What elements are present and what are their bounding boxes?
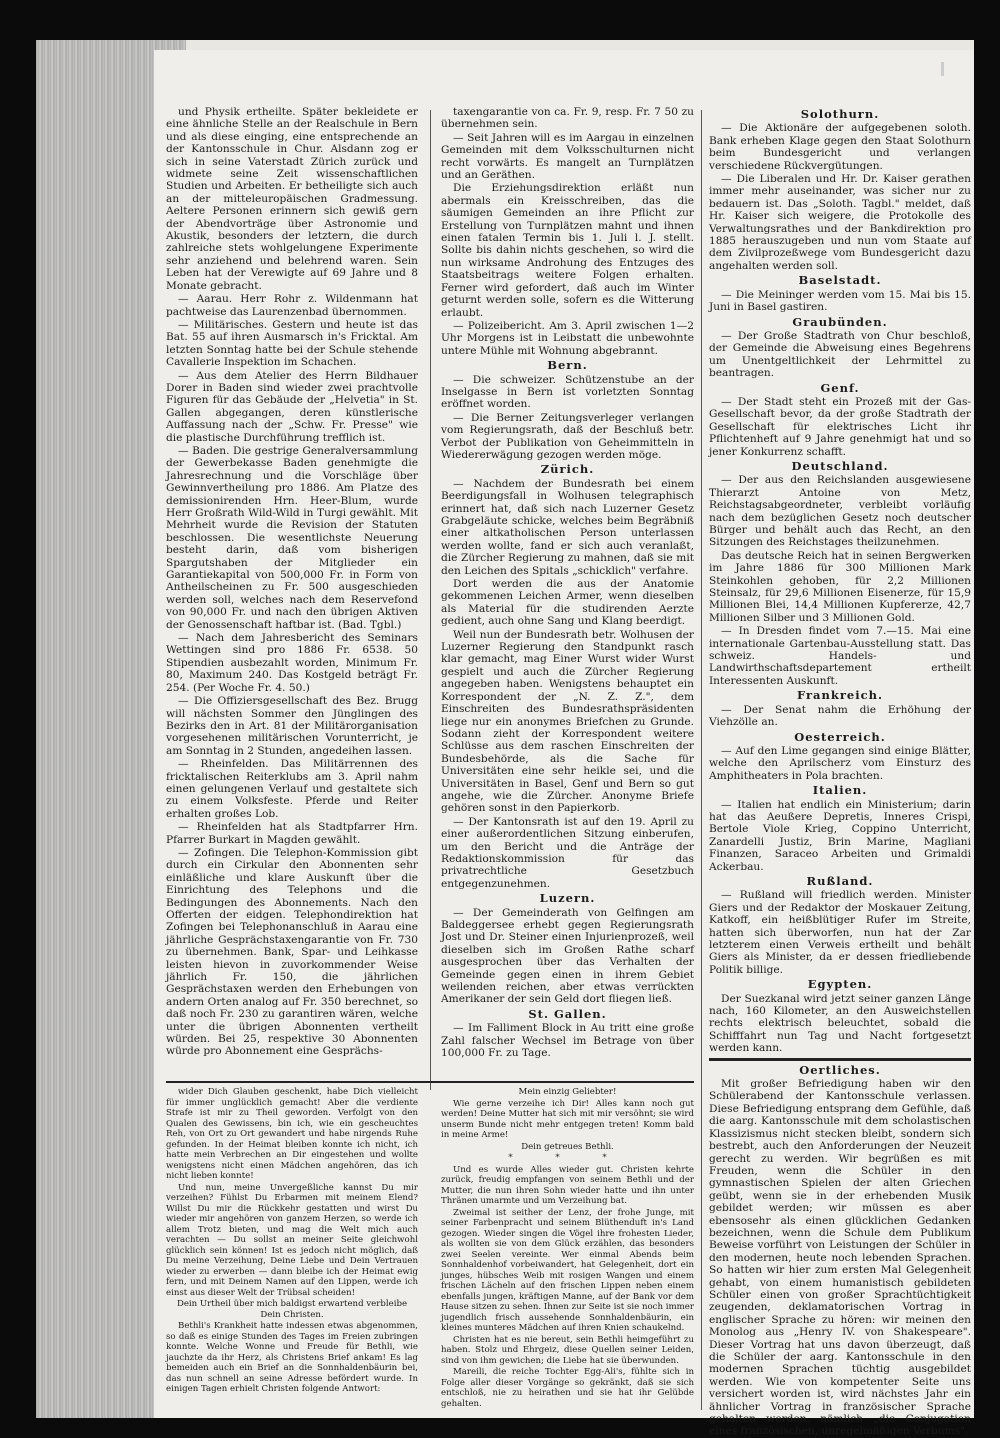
heading-egypten: Egypten. xyxy=(807,977,873,992)
column-1 xyxy=(166,106,418,1091)
section-rule xyxy=(709,1058,971,1061)
paragraph: — Aus dem Atelier des Herrn Bildhauer Dorer in Baden sind wieder zwei prachtvolle Figuren für das Gebäude der „Helvetia" in St. Gallen abgegangen, deren künstlerische Auffassung nach der „Schw. Fr. Presse" wie die plastische Durchführung trefflich ist. xyxy=(166,369,418,444)
paragraph: Mein einzig Geliebter! xyxy=(518,1087,617,1097)
paragraph: — Der Kantonsrath ist auf den 19. April zu einer außerordentlichen Sitzung einberufen, um den Bericht und die Anträge der Redaktionskommission für das privatrechtliche Gesetzbuch entgegenzunehmen. xyxy=(441,815,694,890)
paragraph: — Seit Jahren will es im Aargau in einzelnen Gemeinden mit dem Volksschulturnen nicht recht vorwärts. Es mangelt an Turnplätzen und an Geräthen. xyxy=(441,131,694,182)
paragraph: — Rußland will friedlich werden. Minister Giers und der Redaktor der Moskauer Zeitung, Katkoff, ein heißblütiger Rufer im Streite, hatten sich überworfen, nun hat der Zar letzterem einen Verweis ertheilt und behält Giers als Minister, da er dessen friedliebende Politik billige. xyxy=(709,889,971,976)
column-rule xyxy=(430,110,431,1090)
paragraph: — Die Berner Zeitungsverleger verlangen vom Regierungsrath, daß der Beschluß betr. Verbot der Publikation von Geheimmitteln in Wiedererwägung gezogen werden möge. xyxy=(441,411,694,461)
paragraph: — Der Stadt steht ein Prozeß mit der Gas-Gesellschaft bevor, da der große Stadtrath der Gesellschaft für elektrisches Licht ihr Pflichtenheft auf 9 Jahre genehmigt hat und so jener Konkurrenz schafft. xyxy=(709,395,971,458)
paragraph: — Die schweizer. Schützenstube an der Inselgasse in Bern ist vorletzten Sonntag eröffnet worden. xyxy=(441,373,694,411)
column-3 xyxy=(709,106,971,1438)
paragraph: — Nachdem der Bundesrath bei einem Beerdigungsfall in Wolhusen telegraphisch erinnert hat, daß sich nach Luzerner Gesetz Grabgeläute schicke, welches beim Begräbniß einer altkatholischen Person unterlassen werden wollte, fand er sich auch veranlaßt, die Zürcher Regierung zu mahnen, daß sie mit den Leichen des Spitals „schicklich" verfahre. xyxy=(441,477,694,577)
heading-genf: Genf. xyxy=(820,380,860,395)
paragraph: — Rheinfelden. Das Militärrennen des fricktalischen Reiterklubs am 3. April nahm einen gelungenen Verlauf und gestaltete sich zu einem Volksfeste. Pferde und Reiter erhalten großes Lob. xyxy=(166,758,418,820)
paragraph: Und es wurde Alles wieder gut. Christen kehrte zurück, freudig empfangen von seinem Bethli und der Mutter, die nun ihren Sohn wieder hatte und ihn unter Thränen umarmte und um Verzeihung bat. xyxy=(441,1164,694,1206)
heading-frankreich: Frankreich. xyxy=(797,688,883,703)
paragraph: Der Suezkanal wird jetzt seiner ganzen Länge nach, 160 Kilometer, an den Ausweichstellen rechts elektrisch beleuchtet, sobald die Schifffahrt nun Tag und Nacht fortgesetzt werden kann. xyxy=(709,992,971,1055)
newspaper-page xyxy=(154,50,974,1438)
paragraph: und Physik ertheilte. Später bekleidete er eine ähnliche Stelle an der Realschule in Bern und als diese einging, eine entsprechende an der Kantonsschule in Chur. Alsdann zog er sich in seine Vaterstadt Zürich zurück und widmete seine Zeit wissenschaftlichen Studien und Arbeiten. Er betheiligte sich auch an der mitteleuropäischen Gradmessung. Aeltere Personen erinnern sich gewiß gern der Abendvorträge über Astronomie und Akustik, besonders der letztern, die durch zahlreiche stets wohlgelungene Experimente sehr anziehend und belehrend waren. Sein Leben hat der Verewigte auf 69 Jahre und 8 Monate gebracht. xyxy=(166,106,418,292)
paragraph: — Die Offiziersgesellschaft des Bez. Brugg will nächsten Sommer den Jünglingen des Bezirks den in Art. 81 der Militärorganisation vorgesehenen militärischen Vorunterricht, je am Sonntag in 2 Stunden, angedeihen lassen. xyxy=(166,695,418,757)
feuilleton-story xyxy=(166,1087,418,1417)
paragraph: — Die Liberalen und Hr. Dr. Kaiser gerathen immer mehr auseinander, was sicher nur zu bedauern ist. Das „Soloth. Tagbl." meldet, daß Hr. Kaiser sich weigere, die Protokolle des Verwaltungsrathes und der Bankdirektion pro 1885 herauszugeben und nun vom Staate auf dem Zivilprozeßwege vom Bundesgericht dazu angehalten werden soll. xyxy=(709,173,971,272)
paragraph: — Der Senat nahm die Erhöhung der Viehzölle an. xyxy=(709,703,971,729)
paragraph: taxengarantie von ca. Fr. 9, resp. Fr. 7 50 zu übernehmen sein. xyxy=(441,106,694,131)
heading-deutschland: Deutschland. xyxy=(791,458,889,473)
paragraph: — Zofingen. Die Telephon-Kommission gibt durch ein Cirkular den Abonnenten sehr einläßliche und klare Auskunft über die Einrichtung des Telephons und die Bedingungen des Abonnements. Nach den Offerten der eidgen. Telephondirektion hat Zofingen bei Telephonanschluß in Aarau eine jährliche Gesprächstaxengarantie von Fr. 730 zu übernehmen. Bank, Spar- und Leihkasse leisten hievon in zuvorkommender Weise jährlich Fr. 150, die jährlichen Gesprächstaxen werden den Erhebungen von andern Orten analog auf Fr. 350 berechnet, so daß noch Fr. 230 zu garantiren wären, welche unter die übrigen Abonnenten vertheilt würden. Bei 25, respektive 30 Abonnenten würde pro Abonnement eine Gesprächs- xyxy=(166,846,418,1058)
heading-baselstadt: Baselstadt. xyxy=(798,273,882,288)
paragraph: — Militärisches. Gestern und heute ist das Bat. 55 auf ihren Ausmarsch in's Fricktal. Am letzten Sonntag hatte bei der Schule stehende Cavallerie Inspektion im Schachen. xyxy=(166,318,418,369)
heading-bern: Bern. xyxy=(547,358,588,373)
paragraph: — Nach dem Jahresbericht des Seminars Wettingen sind pro 1886 Fr. 6538. 50 Stipendien ausbezahlt worden, Minimum Fr. 80, Maximum 240. Das Kostgeld beträgt Fr. 254. (Per Woche Fr. 4. 50.) xyxy=(166,632,418,694)
column-2 xyxy=(441,106,694,1091)
heading-oertliches: Oertliches. xyxy=(799,1062,881,1077)
newspaper-scan xyxy=(36,40,974,1438)
paragraph: Und nun, meine Unvergeßliche kannst Du mir verzeihen? Fühlst Du Erbarmen mit meinem Elend? Willst Du mir die Rückkehr gestatten und wirst Du wieder mir angehören von ganzem Herzen, so werde ich allem Trotz bieten, und mag die Welt mich auch verachten — Du sollst an meiner Seite gleichwohl glücklich sein können! Ist es jedoch nicht möglich, daß Du meine Verzeihung, Deine Liebe und Dein Vertrauen wieder zu erwerben — dann bleibe ich der Heimat ewig fern, und mit Deinem Namen auf den Lippen, werde ich einst aus dieser Welt der Trübsal scheiden! xyxy=(166,1182,418,1298)
paragraph: Dein getreues Bethli. xyxy=(521,1141,614,1152)
paragraph: — Die Meininger werden vom 15. Mai bis 15. Juni in Basel gastiren. xyxy=(709,288,971,314)
heading-st-gallen: St. Gallen. xyxy=(528,1006,607,1021)
paragraph: Die Erziehungsdirektion erläßt nun abermals ein Kreisschreiben, das die säumigen Gemeinden an ihre Pflicht zur Erstellung von Turnplätzen mahnt und ihnen einen fatalen Termin bis 1. Juli l. J. stellt. Sollte bis dahin nichts geschehen, so wird die nun wirksame Androhung des Entzuges des Staatsbeitrags weitere Folgen erhalten. Ferner wird gefordert, daß auch im Winter geturnt werden solle, sofern es die Witterung erlaubt. xyxy=(441,182,694,319)
paragraph: — Polizeibericht. Am 3. April zwischen 1—2 Uhr Morgens ist in Leibstatt die unbewohnte untere Mühle mit Wohnung abgebrannt. xyxy=(441,319,694,357)
paragraph: * * * xyxy=(508,1153,627,1163)
paragraph: Das deutsche Reich hat in seinen Bergwerken im Jahre 1886 für 300 Millionen Mark Steinkohlen gehoben, für 2,2 Millionen Steinsalz, für 29,6 Millionen Eisenerze, für 15,9 Millionen Blei, 14,4 Millionen Kupfererze, 42,7 Millionen Silber und 3 Millionen Gold. xyxy=(709,549,971,624)
paragraph: — Rheinfelden hat als Stadtpfarrer Hrn. Pfarrer Burkart in Magden gewählt. xyxy=(166,821,418,846)
paragraph: Zweimal ist seither der Lenz, der frohe Junge, mit seiner Farbenpracht und seinem Blüthenduft in's Land gezogen. Wieder singen die Vögel ihre frohesten Lieder, als wollten sie von dem Glück erzählen, das besonders zwei Seelen vereinte. Wer einmal Abends beim Sonnhaldenhof vorbeiwandert, hat Gelegenheit, dort ein junges, hübsches Weib mit rosigen Wangen und einem frischen Lächeln auf den frischen Lippen neben einem ebenfalls jungen, kräftigen Manne, auf der Bank vor dem Hause sitzen zu sehen. Ihnen zur Seite ist sie noch immer jugendlich frisch aussehende Sonnhaldenbäurin, ein kleines munteres Mädchen auf ihren Knien schaukelnd. xyxy=(441,1207,694,1333)
paragraph: Wie gerne verzeihe ich Dir! Alles kann noch gut werden! Deine Mutter hat sich mit mir versöhnt; sie wird unserm Bunde nicht mehr entgegen treten! Komm bald in meine Arme! xyxy=(441,1098,694,1140)
margin-mark xyxy=(941,62,944,76)
heading-solothurn: Solothurn. xyxy=(800,107,880,121)
paragraph: — Italien hat endlich ein Ministerium; darin hat das Aeußere Depretis, Inneres Crispi, Bertole Viole Krieg, Coppino Unterricht, Zanardelli Justiz, Brin Marine, Magliani Finanzen, Saraceo Arbeiten und Grimaldi Ackerbau. xyxy=(709,798,971,873)
paragraph: — Die Aktionäre der aufgegebenen soloth. Bank erheben Klage gegen den Staat Solothurn beim Bundesgericht und verlangen verschiedene Rückvergütungen. xyxy=(709,122,971,172)
paragraph: Christen hat es nie bereut, sein Bethli heimgeführt zu haben. Stolz und Ehrgeiz, diese Quellen seiner Leiden, sind von ihm gewichen; die Liebe hat sie überwunden. xyxy=(441,1334,694,1366)
paragraph: — Der Große Stadtrath von Chur beschloß, der Gemeinde die Abweisung eines Begehrens um Unentgeltlichkeit der Lehrmittel zu beantragen. xyxy=(709,329,971,380)
heading-russland: Rußland. xyxy=(806,873,874,888)
paragraph: Bethli's Krankheit hatte indessen etwas abgenommen, so daß es einige Stunden des Tages im Freien zubringen konnte. Welche Wonne und Freude für Bethli, wie jauchzte da ihr Herz, als Christens Brief ankam! Es lag bemeiden auch ein Brief an die Sonnhaldenbäurin bei, das nun schnell an seine Adresse befördert wurde. In einigen Tagen erhielt Christen folgende Antwort: xyxy=(166,1321,418,1394)
paragraph: — Im Falliment Block in Au tritt eine große Zahl falscher Wechsel im Betrage von über 100,000 Fr. zu Tage. xyxy=(441,1022,694,1060)
paragraph: wider Dich Glauben geschenkt, habe Dich vielleicht für immer unglücklich gemacht! Aber die verdiente Strafe ist mir zu Theil geworden. Verfolgt von den Qualen des Gewissens, bin ich, wie ein gescheuchtes Reh, von Ort zu Ort gewandert und habe nirgends Ruhe gefunden. In der Heimat bleiben konnte ich nicht, ich hatte mein Verbrechen an Dir eingestehen und wollte wenigstens nicht einen Mädchen angehören, das ich nicht lieben konnte! xyxy=(166,1087,418,1181)
paragraph: — In Dresden findet vom 7.—15. Mai eine internationale Gartenbau-Ausstellung statt. Das schweiz. Handels- und Landwirthschaftsdepartement ertheilt Interessenten Auskunft. xyxy=(709,625,971,687)
heading-italien: Italien. xyxy=(812,783,868,798)
paragraph: — Auf den Lime gegangen sind einige Blätter, welche den Aprilscherz vom Einsturz des Amphitheaters in Pola brachten. xyxy=(709,744,971,782)
heading-oesterreich: Oesterreich. xyxy=(794,729,886,744)
heading-graubuenden: Graubünden. xyxy=(792,314,888,329)
paragraph: Dort werden die aus der Anatomie gekommenen Leichen Armer, wenn dieselben als Material für die studirenden Aerzte gedient, auch ohne Sang und Klang beerdigt. xyxy=(441,578,694,628)
paragraph: — Aarau. Herr Rohr z. Wildenmann hat pachtweise das Laurenzenbad übernommen. xyxy=(166,293,418,318)
paragraph: — Der Gemeinderath von Gelfingen am Baldeggersee erhebt gegen Regierungsrath Jost und Dr. Steiner einen Injurienprozeß, weil dieselben sich im Großen Rathe scharf ausgesprochen über das Verhalten der Gemeinde gegen einen in ihrem Gebiet weilenden reichen, aber etwas verrückten Amerikaner der sein Geld dort fliegen ließ. xyxy=(441,906,694,1006)
feuilleton-letter xyxy=(441,1087,694,1417)
column-rule xyxy=(701,110,702,1410)
paragraph: — Der aus den Reichslanden ausgewiesene Thierarzt Antoine von Metz, Reichstagsabgeordneter, verbleibt vorläufig nach dem bezüglichen Gesetz noch deutscher Bürger und behält auch das Recht, an den Sitzungen des Reichstages theilzunehmen. xyxy=(709,474,971,549)
paragraph: Mit großer Befriedigung haben wir den Schülerabend der Kantonsschule verlassen. Diese Befriedigung entsprang dem Gefühle, daß die aarg. Kantonsschule mit dem scholastischen Klassizismus nicht stecken bleibt, sondern sich bestrebt, auch den Anforderungen der Neuzeit gerecht zu werden. Wir begrüßen es mit Freuden, wenn die Schüler in den gymnastischen Spielen der alten Griechen geübt, wenn sie in der erhebenden Musik gebildet werden; wir müssen es aber ebensosehr als einen glücklichen Gedanken bezeichnen, wenn die Schule dem Publikum Beweise vorführt von Leistungen der Schüler in den modernen, heute noch lebenden Sprachen. So hatten wir hier zum ersten Mal Gelegenheit gehabt, von einem humanistisch gebildeten Schüler einen von großer Sprachtüchtigkeit zeugenden, deklamatorischen Vortrag in englischer Sprache zu hören: wir meinen den Monolog aus „Henry IV. von Shakespeare". Dieser Vortrag hat uns davon überzeugt, daß die Schüler der aarg. Kantonsschule in den modernen Sprachen tüchtig ausgebildet werden. Wie von kompetenter Seite uns versichert worden ist, wird nächstes Jahr ein ähnlicher Vortrag in französischer Sprache gehalten werden, nämlich „die Conjugation eines französischen, unregelmäßigen Verbums". xyxy=(709,1078,971,1438)
paragraph: Mareili, die reiche Tochter Egg-Ali's, fühlte sich in Folge aller dieser Vorgänge so gekränkt, daß sie sich entschloß, nie zu heirathen und sie hat ihr Gelübde gehalten. xyxy=(441,1367,694,1409)
paragraph: Weil nun der Bundesrath betr. Wolhusen der Luzerner Regierung den Standpunkt rasch klar gemacht, mag Einer Wurst wider Wurst gespielt und auch die Zürcher Regierung angegeben haben. Wenigstens behauptet ein Korrespondent der „N. Z. Z.", dem Einschreiten des Bundesrathspräsidenten liege nur ein anonymes Briefchen zu Grunde. Sodann zieht der Korrespondent weitere Schlüsse aus dem raschen Einschreiten der Bundesbehörde, als die Sache für Universitäten eine sehr heikle sei, und die Universitäten in Basel, Genf und Bern so gut angehe, wie die Zürcher. Anonyme Briefe gehören sonst in den Papierkorb. xyxy=(441,628,694,815)
feuilleton-rule xyxy=(166,1081,694,1083)
paragraph: Dein Urtheil über mich baldigst erwartend verbleibe Dein Christen. xyxy=(176,1299,408,1320)
heading-zuerich: Zürich. xyxy=(540,462,595,477)
heading-luzern: Luzern. xyxy=(539,891,596,906)
paragraph: — Baden. Die gestrige Generalversammlung der Gewerbekasse Baden genehmigte die Jahresrechnung und die Vorschläge über Gewinnvertheilung pro 1886. Am Platze des demissionirenden Hrn. Heer-Blum, wurde Herr Großrath Wild-Wild in Turgi gewählt. Mit Mehrheit wurde die Revision der Statuten beschlossen. Die wesentlichste Neuerung besteht darin, daß vom bisherigen Spargutshaben der Mitglieder ein Garantiekapital von 500,000 Fr. in Form von Antheilscheinen zu Fr. 500 ausgeschieden werden soll, welches nach dem Reservefond von 90,000 Fr. und nach den übrigen Aktiven der Genossenschaft haftbar ist. (Bad. Tgbl.) xyxy=(166,444,418,631)
